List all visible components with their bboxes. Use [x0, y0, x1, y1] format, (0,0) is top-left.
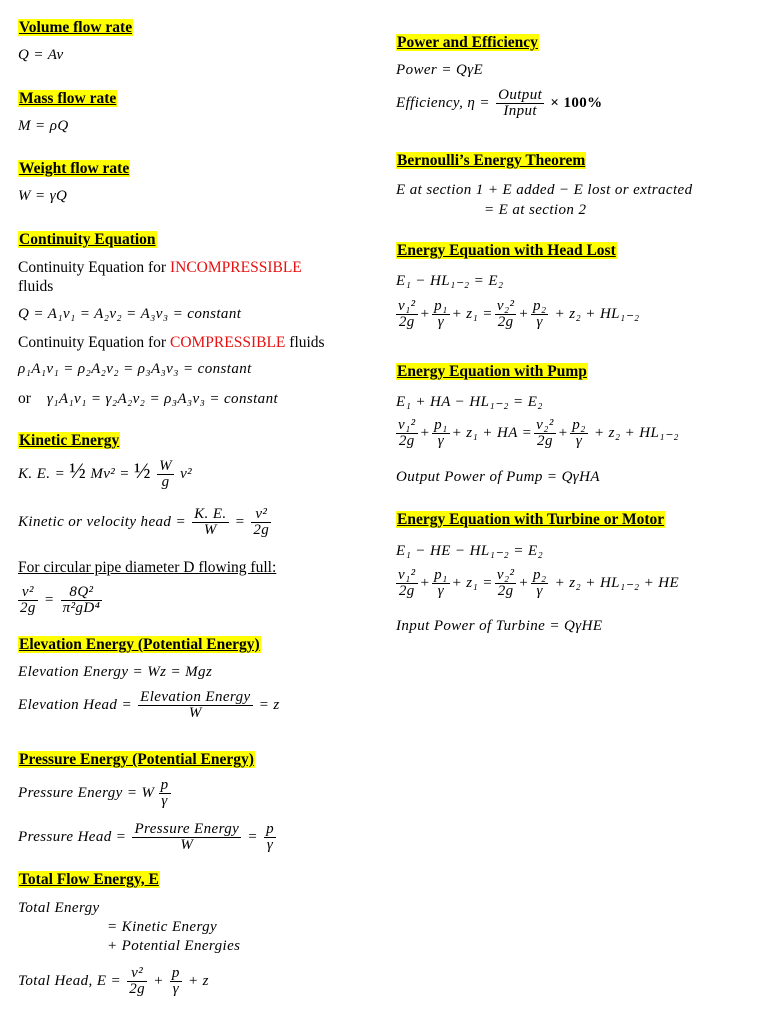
power-section: [396, 34, 539, 52]
frac-num: v²: [251, 507, 271, 523]
continuity-fluids-text: fluids: [18, 278, 54, 295]
frac-num: W: [159, 458, 172, 475]
p-over-gamma-fraction: [264, 822, 276, 853]
v2-fraction: [495, 299, 517, 330]
ke-lhs: K. E. =: [18, 466, 70, 482]
continuity-alt-row: [18, 389, 278, 408]
weight-flow-section: [18, 160, 130, 178]
volume-flow-heading: Volume flow rate: [19, 19, 133, 36]
plus-sign: +: [153, 972, 164, 989]
head-lost-equation2: $\frac{\text{v₁²}}{2g}$ + $\frac{\text{p₁}}{\gamma}$ + z₁ = $\frac{\text{v₂²}}{2g}$ + $\frac{\text{p₂}}{\gamma}$ + z₂ + HL₁₋₂: [398, 298, 640, 330]
frac-num: p: [171, 965, 180, 981]
head-lost-equation1: E₁ − HL₁₋₂ = E₂: [396, 273, 504, 289]
continuity-incompressible-text: [18, 258, 302, 277]
pressure-energy-lhs: Pressure Energy = W: [18, 784, 155, 801]
p-over-gamma-fraction: [159, 778, 171, 809]
frac-den: γ: [172, 981, 179, 997]
elevation-fraction: [138, 690, 252, 721]
frac-den: W: [180, 837, 194, 853]
v1-fraction: [396, 568, 418, 599]
frac-den: 2g: [497, 583, 514, 599]
total-head-rhs: + z: [187, 972, 209, 989]
ke-mid: Mv² =: [90, 466, 134, 482]
pump-heading: Energy Equation with Pump: [397, 363, 587, 380]
elevation-head-lhs: Elevation Head =: [18, 696, 137, 713]
volume-flow-section: [18, 19, 133, 37]
equals-sign: =: [247, 828, 258, 845]
mass-flow-heading: Mass flow rate: [19, 90, 117, 107]
frac-num: p₂: [572, 417, 586, 433]
frac-den: 2g: [537, 433, 553, 449]
frac-num: Output: [498, 87, 543, 103]
frac-den: γ: [437, 583, 445, 599]
turbine-section: [396, 511, 665, 529]
weight-flow-heading: Weight flow rate: [19, 160, 130, 177]
v2-fraction: [534, 418, 556, 449]
frac-den: W: [203, 522, 217, 538]
v2-over-2g-fraction: [251, 507, 271, 538]
pipe-equation: [18, 585, 104, 616]
efficiency-equation: [396, 88, 603, 119]
kinetic-heading: Kinetic Energy: [19, 432, 120, 449]
ke-over-w-fraction: [192, 507, 228, 538]
frac-num: p₁: [434, 298, 448, 314]
frac-num: p₂: [532, 298, 547, 314]
frac-den: Input: [503, 103, 537, 119]
turbine-heading: Energy Equation with Turbine or Motor: [397, 511, 665, 528]
v2-over-2g-fraction: [127, 966, 147, 997]
pressure-heading: Pressure Energy (Potential Energy): [19, 751, 254, 768]
continuity-compressible-equation: ρ₁A₁v₁ = ρ₂A₂v₂ = ρ₃A₃v₃ = constant: [18, 361, 252, 377]
turbine-equation2: $\frac{\text{v₁²}}{2g}$ + $\frac{\text{p₁}}{\gamma}$ + z₁ = $\frac{\text{v₂²}}{2g}$ + $\frac{\text{p₂}}{\gamma}$ + z₂ + HL₁₋₂ + HE: [398, 567, 680, 599]
frac-den: 2g: [20, 600, 36, 616]
v2-over-2g-fraction: [18, 585, 38, 616]
efficiency-rhs: × 100%: [550, 94, 603, 111]
8q2-fraction: [61, 585, 103, 616]
half-symbol-b: ½: [134, 458, 151, 483]
pump-power-equation: Output Power of Pump = QγHA: [396, 469, 600, 485]
frac-num: p₁: [434, 417, 448, 433]
equals-sign: =: [234, 513, 250, 530]
elevation-energy-equation: Elevation Energy = Wz = Mgz: [18, 664, 213, 680]
total-energy-line1: Total Energy: [18, 900, 100, 916]
total-energy-line3: + Potential Energies: [107, 938, 241, 954]
p2-fraction: [570, 418, 588, 449]
continuity-text-b: Continuity Equation for: [18, 334, 170, 351]
frac-den: γ: [266, 837, 274, 853]
bernoulli-section: [396, 152, 586, 170]
frac-den: 2g: [497, 314, 514, 330]
frac-num: p: [266, 821, 274, 837]
p1-fraction: [432, 418, 450, 449]
p1-fraction: [432, 568, 450, 599]
kinetic-section: [18, 432, 120, 450]
frac-den: γ: [161, 793, 168, 809]
continuity-text-c: fluids: [285, 334, 325, 351]
pressure-energy-fraction: [132, 822, 241, 853]
total-heading: Total Flow Energy, E: [19, 871, 159, 888]
continuity-alt-equation: γ₁A₁v₁ = γ₂A₂v₂ = ρ₃A₃v₃ = constant: [46, 391, 279, 407]
bernoulli-line1: E at section 1 + E added − E lost or extracted: [396, 182, 693, 198]
frac-den: 2g: [398, 433, 415, 449]
frac-num: v²: [127, 966, 147, 982]
pump-equation2: $\frac{\text{v₁²}}{2g}$ + $\frac{\text{p₁}}{\gamma}$ + z₁ + HA = $\frac{\text{v₂²}}{2g}$ + $\frac{\text{p₂}}{\gamma}$ + z₂ + HL₁₋₂: [398, 417, 679, 449]
turbine-equation1: E₁ − HE − HL₁₋₂ = E₂: [396, 543, 544, 559]
frac-num: Pressure Energy: [134, 821, 240, 837]
output-over-input-fraction: [496, 88, 544, 119]
v1-fraction: [396, 299, 418, 330]
total-head-lhs: Total Head, E =: [18, 972, 126, 989]
head-lost-heading: Energy Equation with Head Lost: [397, 242, 616, 259]
total-section: [18, 871, 160, 889]
frac-num: Elevation Energy: [140, 689, 251, 705]
continuity-compressible-text: [18, 333, 325, 352]
frac-num: v₁²: [398, 298, 416, 314]
frac-den: γ: [536, 314, 543, 330]
continuity-section: [18, 231, 157, 249]
head-lost-section: [396, 242, 617, 260]
elevation-head-equation: [18, 690, 280, 721]
frac-den: 2g: [398, 583, 415, 599]
frac-den: γ: [536, 583, 543, 599]
w-over-g-fraction: [157, 459, 174, 490]
power-equation: Power = QγE: [396, 62, 484, 78]
frac-num: v²: [18, 585, 38, 601]
frac-den: g: [161, 474, 170, 491]
continuity-heading: Continuity Equation: [19, 231, 156, 248]
or-label: or: [18, 390, 31, 407]
turbine-power-equation: Input Power of Turbine = QγHE: [396, 618, 603, 634]
compressible-label: COMPRESSIBLE: [169, 334, 286, 351]
mass-flow-section: [18, 90, 117, 108]
pump-equation1: E₁ + HA − HL₁₋₂ = E₂: [396, 394, 543, 410]
bernoulli-heading: Bernoulli’s Energy Theorem: [397, 152, 586, 169]
velocity-head-equation: [18, 507, 273, 538]
weight-flow-equation: W = γQ: [18, 188, 68, 204]
v1-fraction: [396, 418, 418, 449]
elevation-head-rhs: = z: [258, 696, 280, 713]
frac-den: 2g: [398, 314, 415, 330]
continuity-text-a: Continuity Equation for: [18, 259, 170, 276]
bernoulli-line2: = E at section 2: [484, 202, 587, 218]
total-head-equation: [18, 966, 209, 997]
frac-den: γ: [437, 433, 445, 449]
incompressible-label: INCOMPRESSIBLE: [169, 259, 302, 276]
efficiency-lhs: Efficiency, η =: [396, 94, 495, 111]
pressure-head-lhs: Pressure Head =: [18, 828, 131, 845]
frac-num: p₁: [434, 567, 448, 583]
pipe-diameter-text: For circular pipe diameter D flowing full:: [18, 559, 277, 576]
frac-den: 2g: [129, 981, 146, 997]
velocity-head-lhs: Kinetic or velocity head =: [18, 513, 191, 530]
half-symbol-a: ½: [69, 458, 87, 483]
p1-fraction: [432, 299, 450, 330]
frac-num: p: [160, 777, 169, 793]
frac-num: 8Q²: [61, 585, 103, 601]
frac-den: 2g: [253, 522, 270, 538]
p-over-gamma-fraction: [170, 966, 182, 997]
frac-num: K. E.: [194, 506, 227, 522]
p2-fraction: [531, 299, 549, 330]
kinetic-energy-equation: [18, 458, 192, 490]
pump-section: [396, 363, 588, 381]
ke-v2: v²: [180, 466, 193, 482]
power-heading: Power and Efficiency: [397, 34, 538, 51]
frac-num: v₂²: [536, 417, 554, 433]
v2-fraction: [495, 568, 517, 599]
continuity-incompressible-equation: Q = A₁v₁ = A₂v₂ = A₃v₃ = constant: [18, 306, 242, 322]
frac-den: γ: [575, 433, 583, 449]
frac-num: v₂²: [496, 298, 515, 314]
frac-num: v₁²: [398, 417, 416, 433]
frac-num: v₁²: [398, 567, 416, 583]
total-energy-line2: = Kinetic Energy: [107, 919, 218, 935]
mass-flow-equation: M = ρQ: [18, 118, 69, 134]
equation-tail: + z₂ + HL₁₋₂: [550, 305, 640, 322]
p2-fraction: [531, 568, 549, 599]
elevation-heading: Elevation Energy (Potential Energy): [19, 636, 260, 653]
pressure-energy-equation: [18, 778, 173, 809]
frac-den: γ: [437, 314, 445, 330]
pressure-section: [18, 751, 255, 769]
frac-den: W: [188, 705, 202, 721]
volume-flow-equation: Q = Av: [18, 47, 64, 63]
frac-num: v₂²: [496, 567, 515, 583]
pressure-head-equation: [18, 822, 278, 853]
frac-num: p₂: [532, 567, 547, 583]
frac-den: π²gD⁴: [62, 600, 101, 616]
equals-sign: =: [43, 591, 55, 608]
elevation-section: [18, 636, 261, 654]
